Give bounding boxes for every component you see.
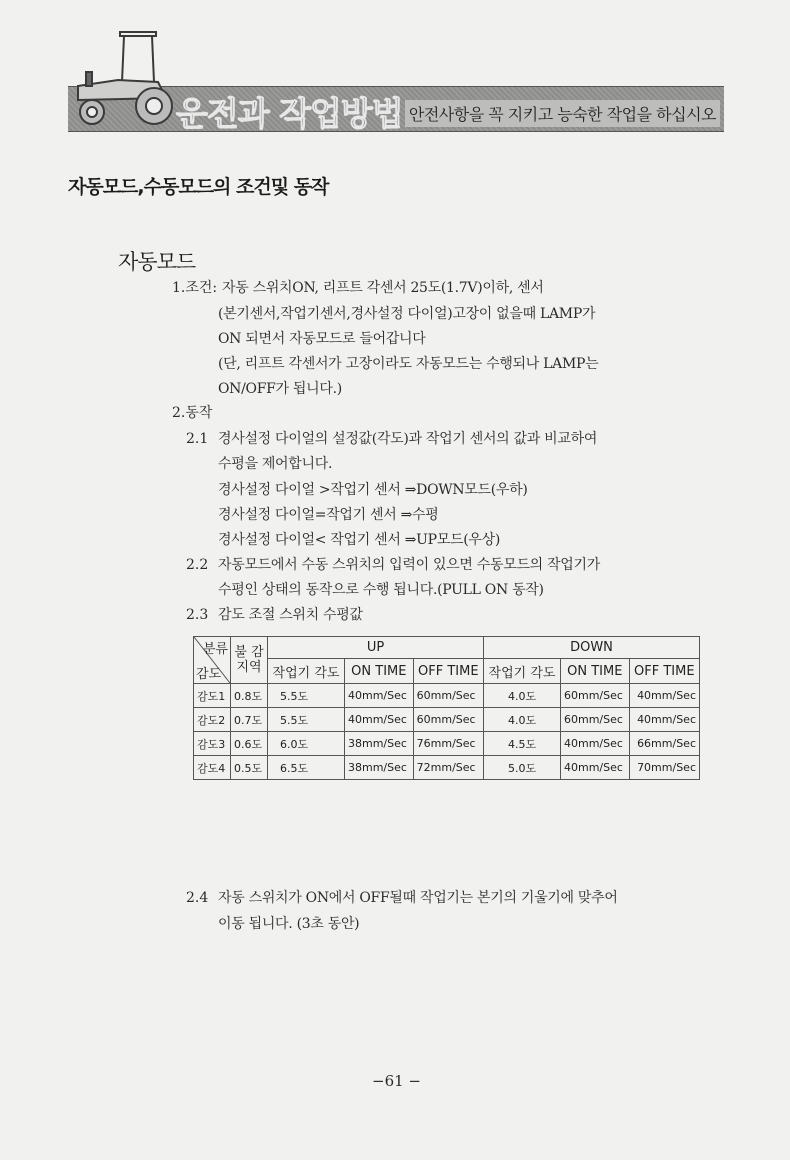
column-header: OFF TIME xyxy=(413,659,483,684)
table-cell: 4.5도 xyxy=(483,732,560,756)
item-number: 2.4 xyxy=(186,890,209,906)
down-group-header: DOWN xyxy=(483,637,699,659)
table-cell: 38mm/Sec xyxy=(345,756,414,780)
column-header: 작업기 각도 xyxy=(268,659,345,684)
table-cell: 6.0도 xyxy=(268,732,345,756)
column-header: ON TIME xyxy=(560,659,629,684)
table-cell: 감도3 xyxy=(194,732,231,756)
table-row xyxy=(194,684,700,708)
item-line: 자동모드에서 수동 스위치의 입력이 있으면 수동모드의 작업기가 xyxy=(218,557,600,573)
condition-line: (본기센서,작업기센서,경사설정 다이얼)고장이 없을때 LAMP가 xyxy=(218,306,596,322)
table-cell: 5.0도 xyxy=(483,756,560,780)
item-line: 수평인 상태의 동작으로 수행 됩니다.(PULL ON 동작) xyxy=(218,582,544,598)
condition-line: ON 되면서 자동모드로 들어갑니다 xyxy=(218,331,426,347)
page-number: −61 − xyxy=(372,1072,421,1090)
table-cell: 5.5도 xyxy=(268,684,345,708)
column-header: ON TIME xyxy=(345,659,414,684)
item-number: 2.3 xyxy=(186,607,209,623)
column-header: OFF TIME xyxy=(629,659,699,684)
condition-line: ON/OFF가 됩니다.) xyxy=(218,381,342,397)
table-cell: 40mm/Sec xyxy=(345,708,414,732)
column-header: 작업기 각도 xyxy=(483,659,560,684)
table-cell: 40mm/Sec xyxy=(629,684,699,708)
corner-bottom-label: 감도 xyxy=(196,667,222,682)
table-cell: 0.5도 xyxy=(231,756,268,780)
condition-line: 자동 스위치ON, 리프트 각센서 25도(1.7V)이하, 센서 xyxy=(222,280,544,296)
table-corner-header xyxy=(194,637,231,684)
header-slogan: 안전사항을 꼭 지키고 능숙한 작업을 하십시오 xyxy=(405,100,720,127)
table-cell: 감도1 xyxy=(194,684,231,708)
table-cell: 38mm/Sec xyxy=(345,732,414,756)
subsection-title: 자동모드 xyxy=(118,250,196,274)
table-cell: 감도2 xyxy=(194,708,231,732)
table-cell: 0.6도 xyxy=(231,732,268,756)
item-line: 경사설정 다이얼 >작업기 센서 ⇒DOWN모드(우하) xyxy=(218,482,528,498)
table-cell: 6.5도 xyxy=(268,756,345,780)
table-cell: 60mm/Sec xyxy=(413,684,483,708)
table-cell: 66mm/Sec xyxy=(629,732,699,756)
table-row xyxy=(194,732,700,756)
item-line: 자동 스위치가 ON에서 OFF될때 작업기는 본기의 기울기에 맞추어 xyxy=(218,890,618,906)
table-cell: 60mm/Sec xyxy=(413,708,483,732)
corner-top-label: 분류 xyxy=(202,642,228,657)
item-line: 이동 됩니다. (3초 동안) xyxy=(218,916,360,932)
table-cell: 0.7도 xyxy=(231,708,268,732)
table-row xyxy=(194,756,700,780)
up-group-header: UP xyxy=(268,637,484,659)
table-cell: 40mm/Sec xyxy=(560,756,629,780)
dead-zone-header: 불 감 지역 xyxy=(231,637,268,684)
table-cell: 70mm/Sec xyxy=(629,756,699,780)
condition-number: 1.조건: xyxy=(172,280,218,296)
table-cell: 0.8도 xyxy=(231,684,268,708)
condition-line: (단, 리프트 각센서가 고장이라도 자동모드는 수행되나 LAMP는 xyxy=(218,356,599,372)
operation-number: 2.동작 xyxy=(172,405,213,421)
table-cell: 40mm/Sec xyxy=(345,684,414,708)
table-cell: 5.5도 xyxy=(268,708,345,732)
section-title: 자동모드,수동모드의 조건및 동작 xyxy=(68,176,329,198)
item-line: 수평을 제어합니다. xyxy=(218,456,333,472)
table-cell: 감도4 xyxy=(194,756,231,780)
item-line: 감도 조절 스위치 수평값 xyxy=(218,607,363,623)
table-cell: 4.0도 xyxy=(483,708,560,732)
header-title: 운전과 작업방법 xyxy=(176,94,403,133)
item-line: 경사설정 다이얼의 설정값(각도)과 작업기 센서의 값과 비교하여 xyxy=(218,431,598,447)
table-cell: 76mm/Sec xyxy=(413,732,483,756)
item-line: 경사설정 다이얼=작업기 센서 ⇒수평 xyxy=(218,507,439,523)
table-cell: 72mm/Sec xyxy=(413,756,483,780)
table-cell: 40mm/Sec xyxy=(560,732,629,756)
item-number: 2.2 xyxy=(186,557,209,573)
item-number: 2.1 xyxy=(186,431,209,447)
tractor-icon xyxy=(58,24,178,134)
table-row xyxy=(194,708,700,732)
item-line: 경사설정 다이얼< 작업기 센서 ⇒UP모드(우상) xyxy=(218,532,500,548)
table-cell: 40mm/Sec xyxy=(629,708,699,732)
sensitivity-table xyxy=(193,636,700,780)
table-cell: 60mm/Sec xyxy=(560,684,629,708)
table-cell: 60mm/Sec xyxy=(560,708,629,732)
table-cell: 4.0도 xyxy=(483,684,560,708)
